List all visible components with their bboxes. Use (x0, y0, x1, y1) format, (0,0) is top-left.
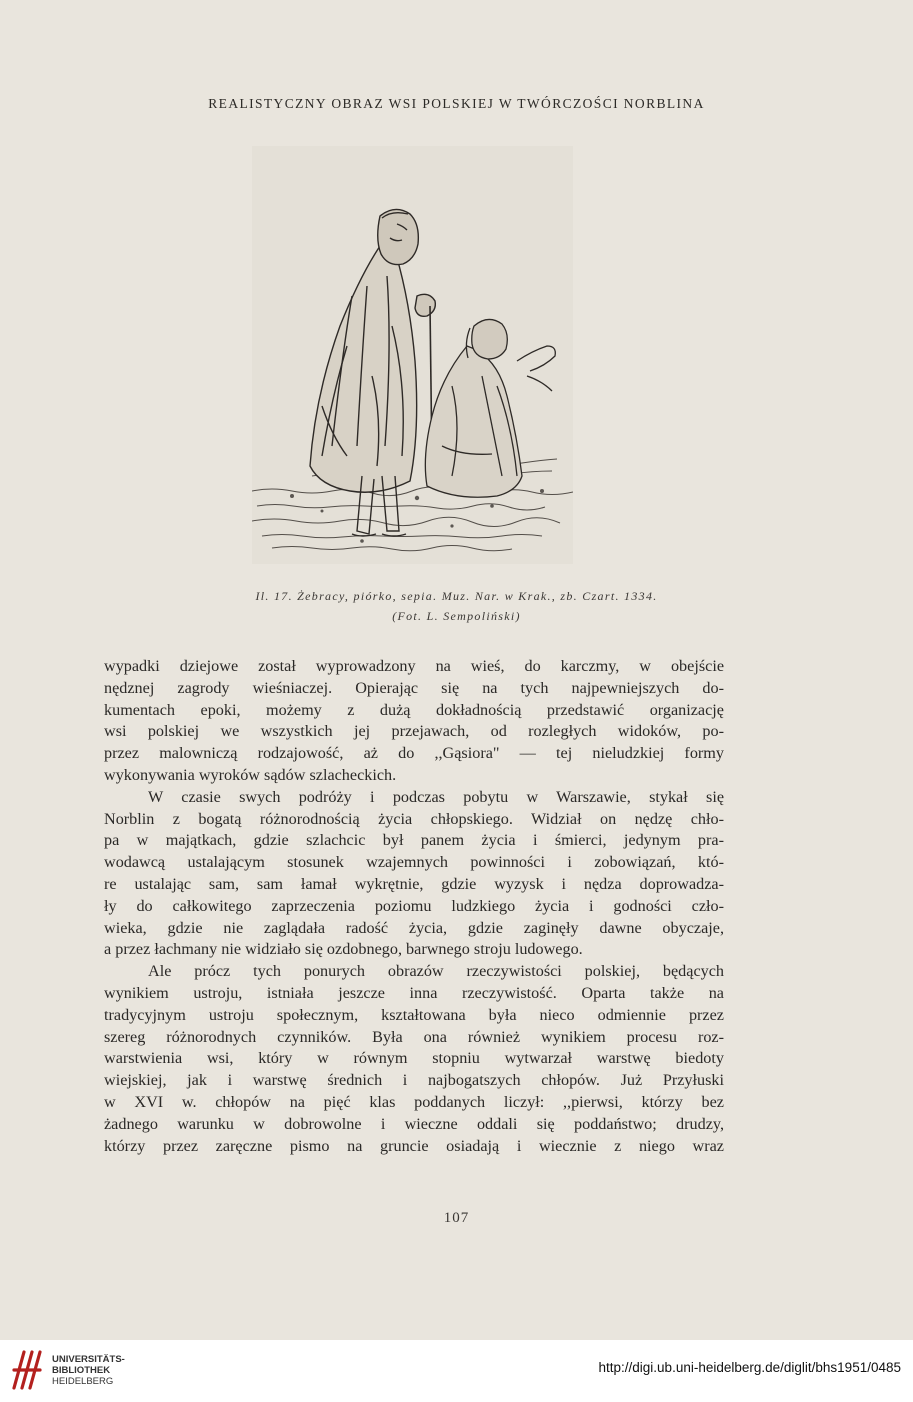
figure-caption (0, 586, 913, 626)
caption-line-2: (Fot. L. Sempoliński) (392, 609, 521, 623)
page-number: 107 (443, 1210, 470, 1226)
text-line: tradycyjnym ustroju społecznym, kształtowana była nieco odmiennie przez (104, 1005, 724, 1024)
library-name-line-2: BIBLIOTHEK (52, 1365, 111, 1376)
text-line: Ale prócz tych ponurych obrazów rzeczywistości polskiej, będących (148, 962, 724, 981)
university-library-logo-icon[interactable] (10, 1348, 44, 1392)
library-name-line-1: UNIVERSITÄTS- (52, 1354, 125, 1365)
footer-bar (0, 1340, 913, 1402)
text-line: nędznej zagrody wieśniaczej. Opierając się na tych najpewniejszych do- (104, 678, 724, 697)
running-head: REALISTYCZNY OBRAZ WSI POLSKIEJ W TWÓRCZOŚCI NORBLINA (208, 96, 705, 111)
text-line: wodawcą ustalającym stosunek wzajemnych powinności i zobowiązań, któ- (104, 853, 724, 872)
text-line: wynikiem ustroju, istniała jeszcze inna rzeczywistość. Oparta także na (104, 983, 724, 1002)
body-text (104, 656, 724, 1157)
text-line: żadnego warunku w dobrowolne i wieczne oddali się poddaństwo; drudzy, (104, 1114, 724, 1133)
text-line: szereg różnorodnych czynników. Była ona również wynikiem procesu roz- (104, 1027, 724, 1046)
library-name-line-3: HEIDELBERG (52, 1376, 114, 1387)
permalink-link[interactable]: http://digi.ub.uni-heidelberg.de/diglit/bhs1951/0485 (598, 1360, 901, 1375)
text-line: ły do całkowitego zaprzeczenia poziomu ludzkiego życia i godności czło- (104, 896, 724, 915)
permalink[interactable] (599, 1360, 901, 1375)
library-name (52, 1354, 125, 1387)
text-line: a przez łachmany nie widziało się ozdobnego, barwnego stroju ludowego. (104, 940, 583, 959)
caption-line-1: Il. 17. Żebracy, piórko, sepia. Muz. Nar. w Krak., zb. Czart. 1334. (255, 589, 658, 603)
text-line: Norblin z bogatą różnorodnością życia chłopskiego. Widział on nędzę chło- (104, 809, 724, 828)
text-line: W czasie swych podróży i podczas pobytu w Warszawie, stykał się (148, 787, 724, 806)
text-line: w XVI w. chłopów na pięć klas poddanych liczył: ,,pierwsi, którzy bez (104, 1092, 724, 1111)
text-line: wsi polskiej we wszystkich jej przejawach, od rozległych widoków, po- (104, 722, 724, 741)
text-line: pa w majątkach, gdzie szlachcic był panem życia i śmierci, jedynym pra- (104, 831, 724, 850)
text-line: przez malowniczą rodzajowość, aż do ,,Gąsiora" — tej nieludzkiej formy (104, 744, 724, 763)
illustration-beggars-sketch (252, 146, 573, 564)
sketch-drawing (252, 146, 573, 564)
text-line: re ustalając sam, sam łamał wykrętnie, gdzie wyzysk i nędza doprowadza- (104, 874, 724, 893)
text-line: kumentach epoki, możemy z dużą dokładnością przedstawić organizację (104, 700, 724, 719)
text-line: warstwienia wsi, który w równym stopniu wytwarzał warstwę biedoty (104, 1049, 724, 1068)
text-line: wypadki dziejowe został wyprowadzony na wieś, do karczmy, w obejście (104, 657, 724, 675)
text-line: wykonywania wyroków sądów szlacheckich. (104, 765, 397, 784)
text-line: wiejskiej, jak i warstwę średnich i najbogatszych chłopów. Już Przyłuski (104, 1071, 724, 1090)
text-line: którzy przez zaręczne pismo na gruncie osiadają i wiecznie z niego wraz (104, 1136, 724, 1155)
text-line: wieka, gdzie nie zaglądała radość życia, gdzie zaginęły dawne obyczaje, (104, 918, 724, 937)
